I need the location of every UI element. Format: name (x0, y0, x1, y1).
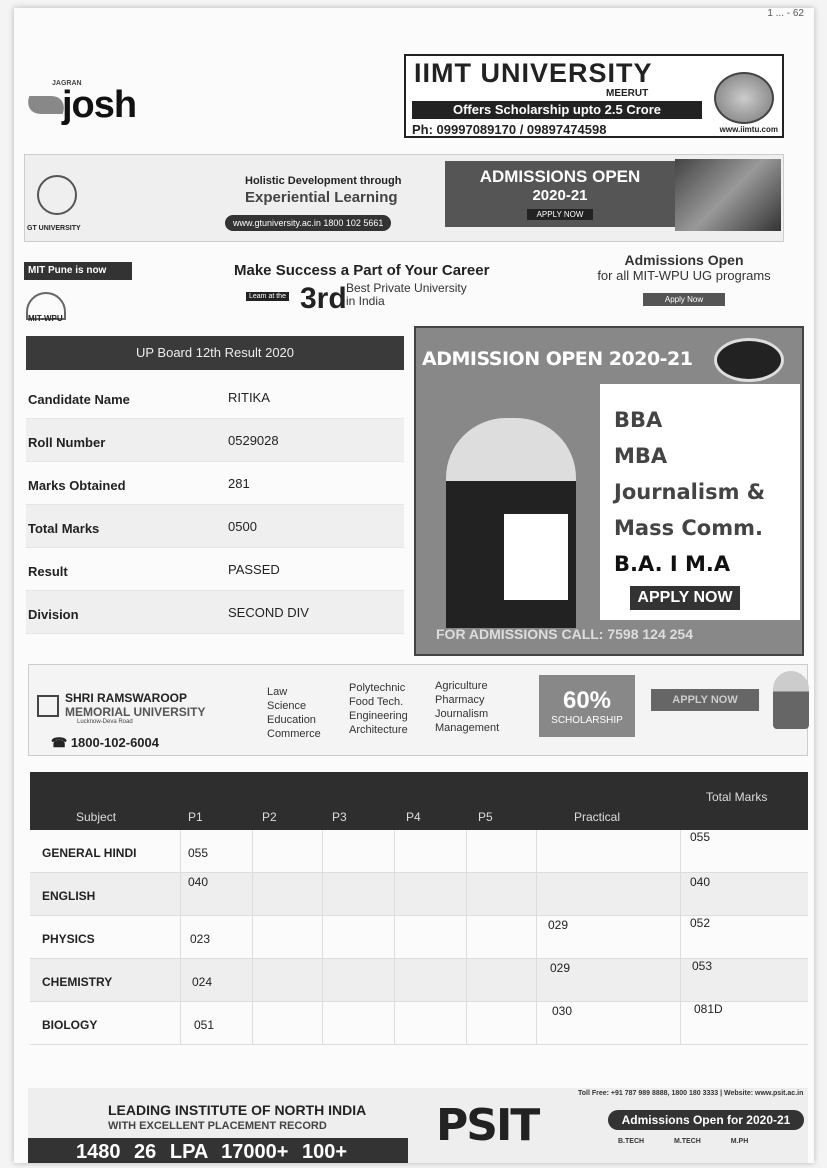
p1-cell: 051 (194, 1018, 215, 1032)
grid-line (252, 830, 253, 1045)
ad-course-list (600, 384, 800, 620)
total-cell: 040 (690, 875, 711, 889)
gt-seal-icon (37, 175, 77, 215)
iimt-city: MEERUT (606, 88, 649, 99)
srmu-name-2: MEMORIAL UNIVERSITY (65, 705, 206, 719)
col-header: Total Marks (706, 790, 768, 804)
scanned-page (14, 8, 814, 1163)
gt-url: www.gtuniversity.ac.in 1800 102 5661 (225, 215, 391, 231)
srmu-course: Pharmacy (435, 694, 485, 706)
srmu-phone-number: 1800-102-6004 (70, 735, 160, 750)
marks-header (30, 772, 808, 830)
srmu-course: Law (267, 686, 288, 698)
mit-tag: MIT Pune is now (24, 262, 132, 280)
practical-cell: 030 (552, 1004, 573, 1018)
marks-table (30, 772, 808, 1045)
result-value: PASSED (228, 562, 280, 577)
result-label: Marks Obtained (28, 478, 126, 493)
result-label: Total Marks (28, 521, 100, 536)
col-header: Practical (574, 810, 621, 824)
result-label: Division (28, 607, 79, 622)
gt-apply-button[interactable]: APPLY NOW (527, 209, 594, 220)
srmu-course: Journalism (435, 708, 489, 720)
grid-line (394, 830, 395, 1045)
col-header: P5 (478, 810, 493, 824)
gt-name: GT UNIVERSITY (27, 225, 81, 232)
gt-holistic: Holistic Development through (245, 175, 402, 187)
gt-admissions-box (445, 161, 675, 227)
result-value: SECOND DIV (228, 605, 309, 620)
srmu-course: Science (267, 700, 307, 712)
srmu-banner[interactable] (28, 664, 808, 756)
result-row (26, 548, 404, 591)
result-row (26, 591, 404, 634)
gt-student-photo (675, 159, 781, 231)
srmu-phone: ☎ 1800-102-6004 (51, 735, 160, 750)
admission-ad[interactable] (414, 326, 804, 656)
gt-university-banner[interactable] (24, 154, 784, 242)
subject-cell: CHEMISTRY (42, 975, 113, 989)
grid-line (180, 830, 181, 1045)
josh-label: josh (62, 84, 137, 126)
srmu-scholarship-box (539, 675, 635, 737)
gt-experiential: Experiential Learning (245, 189, 398, 206)
col-header: P3 (332, 810, 347, 824)
p1-cell: 040 (188, 875, 209, 889)
result-value: 281 (228, 476, 250, 491)
ad-call-text: FOR ADMISSIONS CALL: 7598 124 254 (436, 626, 694, 642)
ad-course: BBA (614, 408, 663, 432)
srmu-location: Lucknow-Deva Road (77, 719, 133, 725)
srmu-course-col-3 (435, 679, 499, 735)
table-row (30, 959, 808, 1002)
srmu-student-photo (773, 671, 809, 729)
mit-india-line: in India (346, 294, 385, 308)
grid-line (466, 830, 467, 1045)
p1-cell: 055 (188, 846, 209, 860)
table-row (30, 830, 808, 873)
psit-lead-2: WITH EXCELLENT PLACEMENT RECORD (108, 1120, 327, 1132)
grid-line (680, 830, 681, 1045)
psit-banner[interactable] (28, 1088, 808, 1163)
psit-toll: Toll Free: +91 787 989 8888, 1800 180 3333 | Website: www.psit.ac.in (578, 1090, 804, 1097)
total-cell: 081D (694, 1002, 723, 1016)
total-cell: 052 (690, 916, 711, 930)
mit-wpu-banner[interactable] (24, 252, 784, 332)
gt-admissions-year: 2020-21 (532, 187, 588, 204)
total-cell: 053 (692, 959, 713, 973)
practical-cell: 029 (550, 961, 571, 975)
srmu-course-col-1 (267, 685, 321, 741)
ad-apply-button[interactable]: APPLY NOW (630, 586, 740, 610)
ad-top-title: ADMISSION OPEN 2020-21 (422, 348, 693, 370)
iimt-phone: Ph: 09997089170 / 09897474598 (412, 122, 607, 137)
result-value: RITIKA (228, 390, 270, 405)
result-heading: UP Board 12th Result 2020 (26, 336, 404, 370)
srmu-scholarship-label: SCHOLARSHIP (551, 715, 623, 726)
mit-wpu-label: MIT-WPU (28, 314, 63, 323)
table-row (30, 1002, 808, 1045)
result-label: Candidate Name (28, 392, 130, 407)
jagran-josh-logo (26, 80, 156, 140)
mit-learn-label: Leam at the (246, 292, 289, 301)
srmu-course-col-2 (349, 681, 408, 737)
mit-headline: Make Success a Part of Your Career (234, 262, 490, 279)
psit-courses: B.TECH M.TECH M.PH (618, 1138, 749, 1145)
ad-seal-icon (714, 338, 784, 382)
srmu-course: Commerce (267, 728, 321, 740)
table-row (30, 916, 808, 959)
table-row (30, 873, 808, 916)
srmu-course: Polytechnic (349, 682, 406, 694)
psit-admissions[interactable]: Admissions Open for 2020-21 (608, 1110, 804, 1130)
col-header: P4 (406, 810, 421, 824)
srmu-course: Engineering (349, 710, 408, 722)
srmu-scholarship-pct: 60% (562, 687, 612, 714)
subject-cell: PHYSICS (42, 932, 95, 946)
result-table (26, 376, 404, 634)
iimt-seal-icon (714, 72, 774, 124)
ad-course: MBA (614, 444, 668, 468)
mit-best-line: Best Private University (346, 281, 467, 295)
ad-course: Mass Comm. (614, 516, 763, 540)
psit-lead: LEADING INSTITUTE OF NORTH INDIA (108, 1102, 367, 1118)
ad-course: Journalism & (614, 480, 766, 504)
result-label: Roll Number (28, 435, 106, 450)
iimt-name: IIMT UNIVERSITY (414, 58, 653, 88)
srmu-seal-icon (37, 695, 59, 717)
psit-logo: PSIT (436, 1100, 539, 1151)
subject-cell: GENERAL HINDI (42, 846, 137, 860)
psit-numbers: 1480 26 LPA 17000+ 100+ (28, 1138, 408, 1163)
result-row (26, 462, 404, 505)
srmu-apply-button[interactable]: APPLY NOW (651, 689, 759, 711)
ad-course: B.A. I M.A (614, 552, 731, 576)
col-header: P2 (262, 810, 277, 824)
mit-admissions-sub: for all MIT-WPU UG programs (597, 268, 771, 283)
mit-rank: 3rd (300, 282, 347, 315)
practical-cell: 029 (548, 918, 569, 932)
srmu-course: Agriculture (435, 680, 488, 692)
jagran-label: JAGRAN (52, 80, 82, 87)
mit-admissions-title: Admissions Open (624, 252, 744, 268)
subject-cell: ENGLISH (42, 889, 96, 903)
grid-line (322, 830, 323, 1045)
mit-apply-button[interactable]: Apply Now (643, 293, 725, 306)
mit-admissions (584, 252, 784, 306)
result-row (26, 419, 404, 462)
col-header: P1 (188, 810, 203, 824)
srmu-name-1: SHRI RAMSWAROOP (65, 691, 188, 705)
result-value: 0500 (228, 519, 257, 534)
gt-admissions-title: ADMISSIONS OPEN (479, 167, 641, 186)
col-header: Subject (76, 810, 117, 824)
srmu-course: Education (267, 714, 316, 726)
result-row (26, 376, 404, 419)
handwritten-note: 1 ... - 62 (767, 8, 804, 19)
subject-cell: BIOLOGY (42, 1018, 98, 1032)
result-row (26, 505, 404, 548)
grid-line (536, 830, 537, 1045)
srmu-course: Management (435, 722, 500, 734)
srmu-course: Architecture (349, 724, 408, 736)
iimt-offer: Offers Scholarship upto 2.5 Crore (412, 101, 702, 119)
total-cell: 055 (690, 830, 711, 844)
p1-cell: 023 (190, 932, 211, 946)
srmu-course: Food Tech. (349, 696, 404, 708)
result-label: Result (28, 564, 68, 579)
mit-best (346, 282, 467, 308)
result-value: 0529028 (228, 433, 279, 448)
ad-certificate (504, 514, 568, 600)
p1-cell: 024 (192, 975, 213, 989)
iimt-ad[interactable] (404, 54, 784, 138)
iimt-web: www.iimtu.com (719, 125, 778, 134)
